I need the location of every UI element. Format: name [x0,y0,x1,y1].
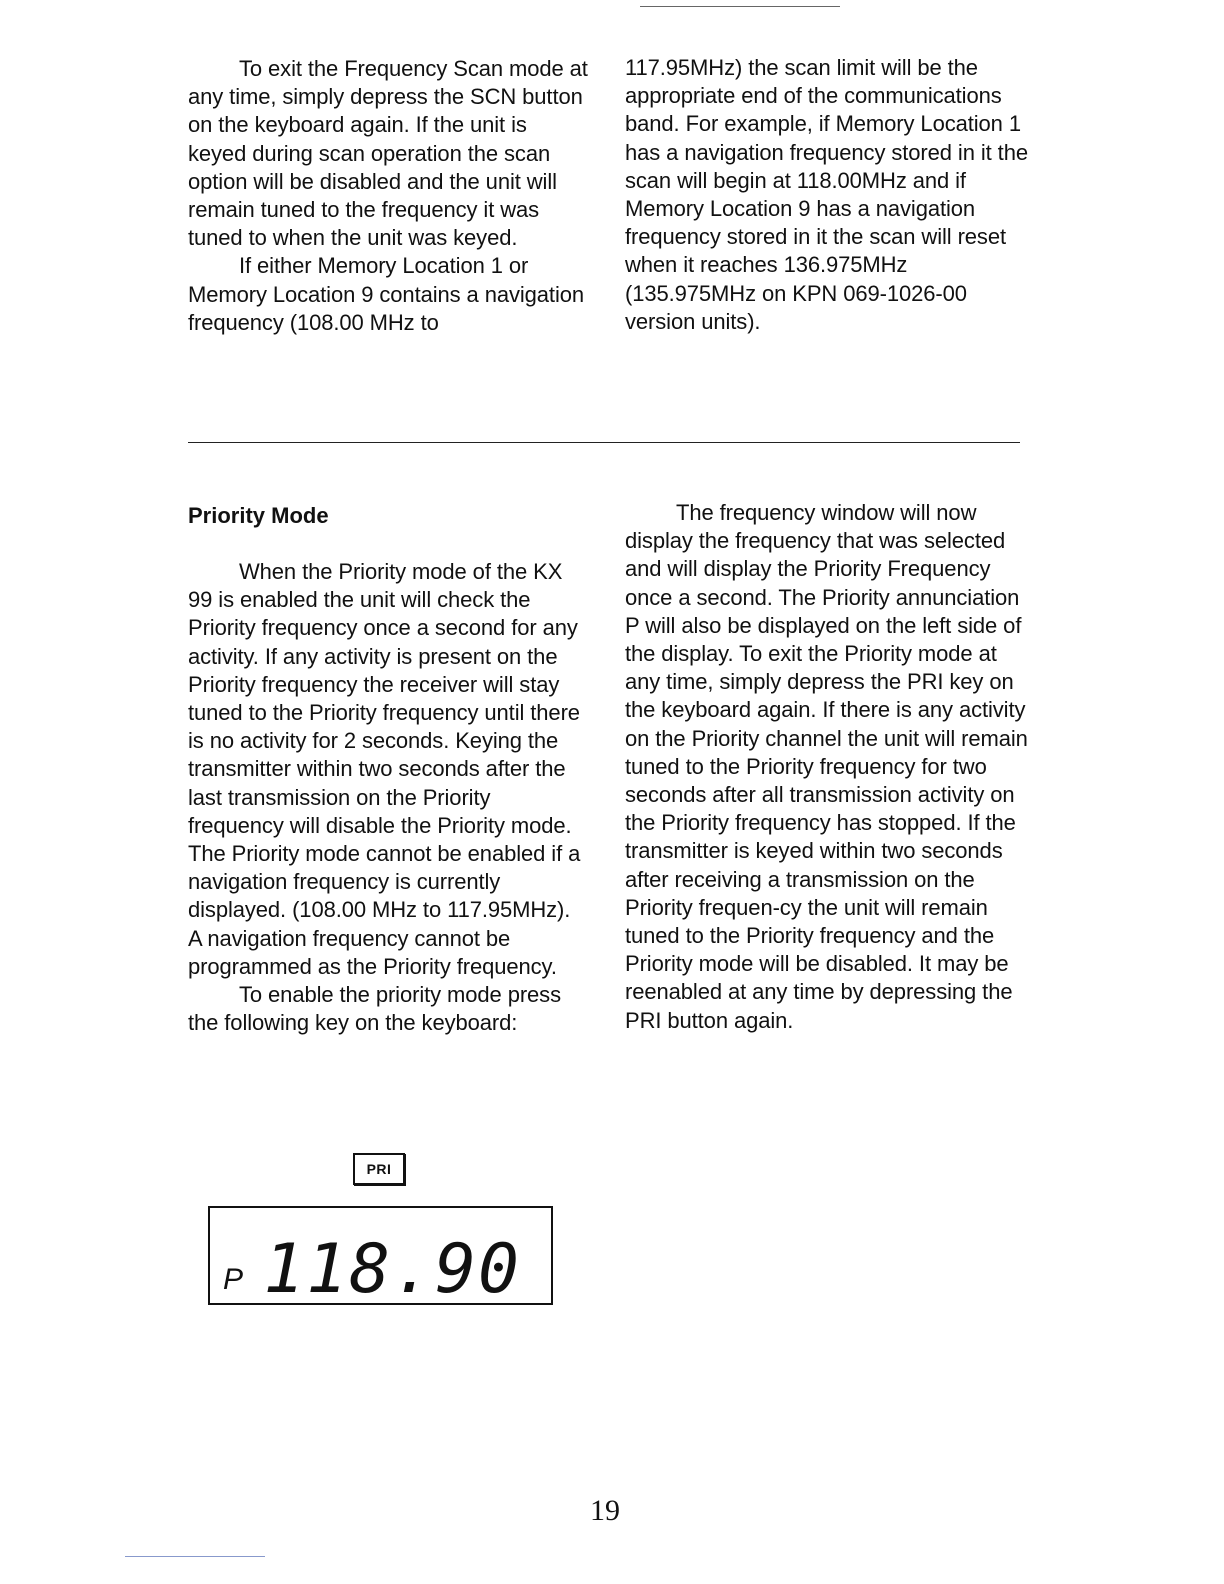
top-left-column [188,55,588,337]
bottom-left-column [188,558,588,1037]
scan-artifact-top [640,6,840,7]
priority-mode-heading: Priority Mode [188,503,329,528]
frequency-display-illustration [208,1206,553,1309]
enable-priority-paragraph: To enable the priority mode press the following key on the keyboard: [188,982,561,1036]
priority-annunciation: P [223,1263,244,1296]
scan-limit-paragraph: 117.95MHz) the scan limit will be the appropriate end of the communications band. For example, if Memory Location 1 has a navigation frequency stored in it the scan will begin at 118.00MHz and if Memory Location 9 has a navigation frequency stored in it the scan will reset when it reaches 136.975MHz (135.975MHz on KPN 069-1026-00 version units). [625,55,1028,334]
top-right-column [625,54,1035,336]
display-frequency: 118.90 [263,1230,521,1309]
bottom-right-column [625,499,1035,1035]
pri-key-illustration: PRI [353,1153,405,1185]
memory-location-paragraph: If either Memory Location 1 or Memory Location 9 contains a navigation frequency (108.00 MHz to [188,253,584,335]
frequency-window-paragraph: The frequency window will now display the frequency that was selected and will display the Priority Frequency once a second. The Priority annunciation P will also be displayed on the left side of the display. To exit the Priority mode at any time, simply depress the PRI key on the keyboard again. If there is any activity on the Priority channel the unit will remain tuned to the Priority frequency for two seconds after all transmission activity on the Priority frequency has stopped. If the transmitter is keyed within two seconds after receiving a transmission on the Priority frequen-cy the unit will remain tuned to the Priority frequency and the Priority mode will be disabled. It may be reenabled at any time by depressing the PRI button again. [625,500,1028,1033]
section-divider [188,442,1020,443]
priority-description-paragraph: When the Priority mode of the KX 99 is enabled the unit will check the Priority frequency once a second for any activity. If any activity is present on the Priority frequency the receiver will stay tuned to the Priority frequency until there is no activity for 2 seconds. Keying the transmitter within two seconds after the last transmission on the Priority frequency will disable the Priority mode. The Priority mode cannot be enabled if a navigation frequency is currently displayed. (108.00 MHz to 117.95MHz). A navigation frequency cannot be programmed as the Priority frequency. [188,559,581,979]
scan-exit-paragraph: To exit the Frequency Scan mode at any time, simply depress the SCN button on the keyboard again. If the unit is keyed during scan operation the scan option will be disabled and the unit will remain tuned to the frequency it was tuned to when the unit was keyed. [188,56,588,251]
scan-artifact-bottom [125,1556,265,1557]
page-number: 19 [590,1494,620,1527]
